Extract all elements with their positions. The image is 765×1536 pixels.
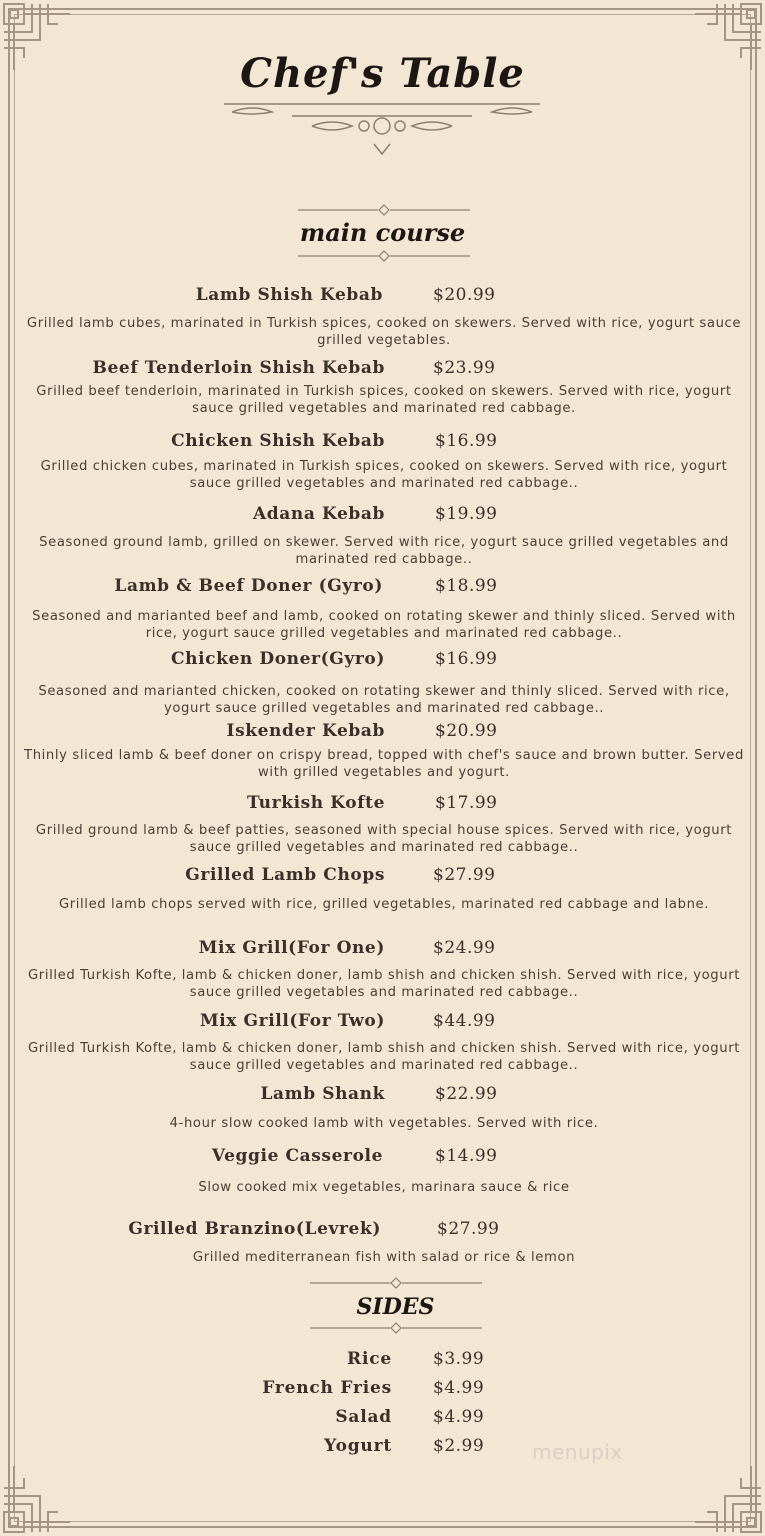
title-flourish-ornament — [222, 100, 542, 156]
side-item-price: $4.99 — [433, 1378, 485, 1398]
menu-item-price: $27.99 — [437, 1219, 500, 1239]
menu-item-price: $14.99 — [435, 1146, 498, 1166]
menu-title: Chef's Table — [240, 50, 525, 97]
side-item-price: $3.99 — [433, 1349, 485, 1369]
menu-item-name: Turkish Kofte — [246, 793, 385, 813]
menu-item-description: Grilled lamb chops served with rice, grilled vegetables, marinated red cabbage and labne. — [58, 897, 710, 912]
menu-item-name: Lamb Shank — [260, 1084, 385, 1104]
menu-item-name: Chicken Shish Kebab — [171, 431, 385, 451]
menu-item-price: $16.99 — [435, 649, 498, 669]
menu-item-description: Seasoned ground lamb, grilled on skewer. Served with rice, yogurt sauce grilled vegetables and marinated red cabbage.. — [39, 535, 729, 567]
watermark: menupix — [532, 1440, 623, 1464]
menu-item-price: $18.99 — [435, 576, 498, 596]
section-divider — [308, 1322, 484, 1336]
menu-item-description: Grilled mediterranean fish with salad or rice & lemon — [192, 1250, 576, 1265]
menu-item-price: $44.99 — [433, 1011, 496, 1031]
menu-item-name: Grilled Branzino(Levrek) — [128, 1219, 381, 1239]
side-item-name: Salad — [335, 1407, 392, 1427]
menu-item-price: $24.99 — [433, 938, 496, 958]
section-divider — [296, 250, 472, 264]
menu-item-price: $20.99 — [433, 285, 496, 305]
corner-ornament-bottom-right — [695, 1466, 765, 1536]
menu-item-description: Seasoned and marianted beef and lamb, cooked on rotating skewer and thinly sliced. Served with rice, yogurt sauce grilled vegetables and marinated red cabbage.. — [32, 609, 736, 641]
menu-item-description: Slow cooked mix vegetables, marinara sauce & rice — [198, 1180, 570, 1195]
menu-item-price: $23.99 — [433, 358, 496, 378]
menu-item-name: Beef Tenderloin Shish Kebab — [92, 358, 385, 378]
section-title-main-course: main course — [299, 218, 466, 247]
menu-item-name: Grilled Lamb Chops — [185, 865, 385, 885]
side-item-name: French Fries — [262, 1378, 392, 1398]
menu-item-price: $20.99 — [435, 721, 498, 741]
side-item-name: Rice — [347, 1349, 392, 1369]
side-item-price: $2.99 — [433, 1436, 485, 1456]
menu-item-price: $17.99 — [435, 793, 498, 813]
menu-item-description: Grilled beef tenderloin, marinated in Turkish spices, cooked on skewers. Served with rice, yogurt sauce grilled vegetables and marinated red cabbage. — [36, 384, 732, 416]
section-title-sides: SIDES — [356, 1294, 435, 1320]
menu-item-name: Iskender Kebab — [226, 721, 385, 741]
menu-item-price: $27.99 — [433, 865, 496, 885]
menu-item-description: 4-hour slow cooked lamb with vegetables. Served with rice. — [169, 1116, 599, 1131]
menu-item-description: Seasoned and marianted chicken, cooked on rotating skewer and thinly sliced. Served with rice, yogurt sauce grilled vegetables and marinated red cabbage.. — [38, 684, 730, 716]
menu-item-description: Grilled Turkish Kofte, lamb & chicken doner, lamb shish and chicken shish. Served with rice, yogurt sauce grilled vegetables and marinated red cabbage.. — [27, 1041, 740, 1073]
menu-item-name: Adana Kebab — [253, 504, 385, 524]
menu-item-name: Veggie Casserole — [211, 1146, 383, 1166]
section-divider — [296, 202, 472, 216]
menu-item-description: Grilled ground lamb & beef patties, seasoned with special house spices. Served with rice, yogurt sauce grilled vegetables and marinated red cabbage.. — [35, 823, 733, 855]
menu-item-name: Chicken Doner(Gyro) — [171, 649, 385, 669]
side-item-price: $4.99 — [433, 1407, 485, 1427]
corner-ornament-bottom-left — [0, 1466, 70, 1536]
menu-item-description: Grilled Turkish Kofte, lamb & chicken doner, lamb shish and chicken shish. Served with rice, yogurt sauce grilled vegetables and marinated red cabbage.. — [27, 968, 740, 1000]
menu-item-name: Lamb Shish Kebab — [195, 285, 383, 305]
section-divider — [308, 1275, 484, 1289]
menu-item-price: $22.99 — [435, 1084, 498, 1104]
menu-item-description: Thinly sliced lamb & beef doner on crispy bread, topped with chef's sauce and brown butter. Served with grilled vegetables and yogurt. — [24, 748, 744, 780]
menu-item-description: Grilled chicken cubes, marinated in Turkish spices, cooked on skewers. Served with rice, yogurt sauce grilled vegetables and marinated red cabbage.. — [40, 459, 728, 491]
menu-item-price: $16.99 — [435, 431, 498, 451]
side-item-name: Yogurt — [324, 1436, 392, 1456]
menu-item-name: Mix Grill(For One) — [198, 938, 385, 958]
menu-item-name: Mix Grill(For Two) — [199, 1011, 385, 1031]
menu-item-name: Lamb & Beef Doner (Gyro) — [114, 576, 383, 596]
menu-item-price: $19.99 — [435, 504, 498, 524]
menu-item-description: Grilled lamb cubes, marinated in Turkish spices, cooked on skewers. Served with rice, yogurt sauce grilled vegetables. — [26, 316, 742, 348]
